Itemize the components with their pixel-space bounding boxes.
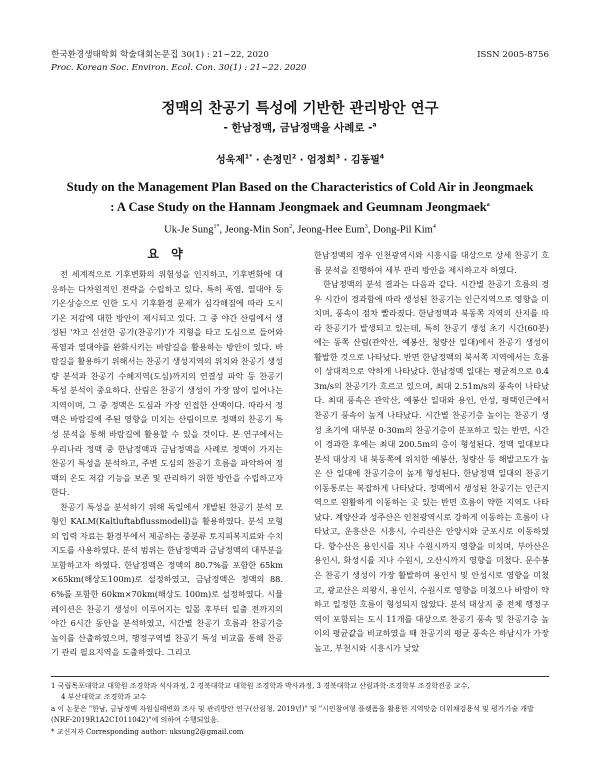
footnotes [51, 681, 549, 738]
abstract-left-column [51, 267, 283, 660]
abstract-right-column [314, 248, 549, 655]
title-english: Study on the Management Plan Based on the Characteristics of Cold Air in Jeongmaek : A Case Study on the Hannam Jeongmaek and Geumnam Jeongmaek$^a$ [66, 180, 534, 215]
paragraph: 찬공기 특성을 분석하기 위해 독일에서 개발된 찬공기 분석 모형인 KALM(Kaltluftabflussmodell)을 활용하였다. 분석 모형의 입력 자료는 환경부에서 제공하는 중분류 토지피복지료와 수치지도를 사용하였다. 분석 범위는 한남정맥과 금남정맥의 대부분을 포함하고자 하였다. 한남정맥은 정맥의 80.7%를 포함한 65km×65km(해상도100m)로 설정하였고, 금남정맥은 정맥의 88.6%를 포함한 60km×70km(해상도 100m)로 설정하였다. 시뮬레이션은 찬공기 생성이 이루어지는 일몰 후부터 일출 전까지의 야간 6시간 동안을 분석하였고, 시간별 찬공기 흐름과 찬공기층 높이를 산출하였으며, 행정구역별 찬공기 특성 비교를 통해 찬공기 관리 필요지역을 도출하였다. 그리고 [51, 501, 283, 658]
paragraph: 한남정맥의 분석 결과는 다음과 같다. 시간별 찬공기 흐름의 경우 시간이 경과함에 따라 생성된 찬공기는 인근지역으로 영향을 미치며, 풍속이 점차 빨라졌다. 한남정맥과 북동쪽 지역의 산지를 따라 찬공기가 발생되고 있는데, 특히 찬공기 생성 초기 시간(60분)에는 동쪽 산림(관악산, 예봉산, 청량산 일대)에서 찬공기 생성이 활발한 것으로 나타났다. 반면 한남정맥의 북서쪽 지역에서는 흐름이 상대적으로 약하게 나타났다. 한남정맥 일대는 평균적으로 0.43m/s의 찬공기가 흐르고 있으며, 최대 2.51m/s의 풍속이 나타났다. 최대 풍속은 관악산, 예봉산 일대와 용인, 안성, 평택인근에서 찬공기 풍속이 높게 나타났다. 시간별 찬공기층 높이는 찬공기 생성 초기에 대부분 0-30m의 찬공기층이 분포하고 있는 반면, 시간이 경과한 후에는 최대 200.5m의 층이 형성된다. 정맥 일대보다 분석 대상지 내 북동쪽에 위치한 예봉산, 청량산 등 해발고도가 높은 산 일대에 찬공기층이 높게 형성된다. 한남정맥 일대의 찬공기 이동통로는 복잡하게 나타났다. 정맥에서 생성된 찬공기는 인근지역으로 원활하게 이동하는 곳 있는 반면 흐름이 약한 지역도 나타났다. 계양산과 성주산은 인천광역시로 강하게 이동하는 흐름이 나타났고, 운흥산은 시흥시, 수리산은 안양시와 군포시로 이동하였다. 향수산은 용인시를 지나 수원시까지 영향을 미치며, 부아산은 용인시, 화성시를 지나 수원시, 오산시까지 영향을 미쳤다. 문수봉은 찬공기 생성이 가장 활발하며 용인시 및 안성시로 영향을 미쳤고, 광교산은 의왕시, 용인시, 수원시로 영향을 미쳤으나 바람이 약하고 일정한 흐름이 형성되지 않았다. 분석 대상지 중 전체 행정구역이 포함되는 도시 11개를 대상으로 찬공기 풍속 및 찬공기층 높이의 평균값을 비교하였을 때 찬공기의 평균 풍속은 하남시가 가장 높고, 부천시와 시흥시가 낮았 [314, 279, 549, 653]
running-header [51, 49, 549, 75]
subtitle-korean: - 한남정맥, 금남정맥을 사례로 -$^a$ [223, 121, 377, 134]
journal-en: Proc. Korean Soc. Environ. Ecol. Con. 30(1) : 21~22. 2020 [51, 63, 307, 73]
journal-ko: 한국환경생태학회 학술대회논문집 30(1) : 21~22, 2020 [51, 50, 269, 60]
authors-korean: 성욱제$^{1*}$ · 손정민$^2$ · 엄정희$^3$ · 김동필$^4$ [215, 153, 385, 166]
paragraph: 전 세계적으로 기후변화의 위험성을 인지하고, 기후변화에 대응하는 다차원적인 전략을 수립하고 있다. 특히 폭염, 열대야 등 기온상승으로 인한 도시 기후환경 문제가 심각해짐에 따라 도시 기온 저감에 대한 방안이 제시되고 있다. 그 중 야간 산림에서 생성된 '차고 신선한 공기(찬공기)'가 지형을 타고 도심으로 들어와 폭염과 열대야를 완화시키는 바람길을 활용하는 방안이 있다. 바람길을 활용하기 위해서는 찬공기 생성지역의 위치와 찬공기 생성량 분석과 찬공기 수혜지역(도심)까지의 연결성 파악 등 찬공기 특성 분석이 중요하다. 산림은 찬공기 생성이 가장 많이 일어나는 지역이며, 그 중 정맥은 도심과 가장 인접한 산맥이다. 따라서 정맥은 바람길에 주된 영향을 미치는 산림이므로 정맥의 찬공기 특성 분석을 통해 바람길에 활용할 수 있을 것이다. 본 연구에서는 우리나라 정맥 중 한남정맥과 금남정맥을 사례로 정맥이 가지는 찬공기 특성을 분석하고, 주변 도심의 찬공기 흐름을 파악하여 정맥의 온도 저감 기능을 보존 및 관리하기 위한 방안을 수립하고자 한다. [51, 269, 283, 498]
footnote: a 이 논문은 "한남, 금남정맥 자원실태변화 조사 및 관리방안 연구(산림청, 2019년)" 및 "시민참여형 플랫폼을 활용한 지역맞춤 더위채검용석 및 평가기술 개발(NRF-2019R1A2C1011042)"에 의하여 수행되었음. [51, 704, 534, 725]
footnote: 4 부산대학교 조경학과 교수 [61, 693, 147, 702]
corresponding-author: * 교신저자 Corresponding author: uksung2@gmail.com [51, 727, 244, 736]
footnote-rule [51, 676, 549, 677]
footnote: 1 국립목포대학교 대학원 조경학과 석사과정, 2 경북대학교 대학원 조경학과 박사과정, 3 경북대학교 산림과학·조경학부 조경학전공 교수, [51, 682, 470, 690]
paragraph: 한남정맥의 경우 인천광역시와 시흥시를 대상으로 상세 찬공기 흐름 분석을 진행하여 세부 관리 방안을 제시하고자 하였다. [314, 250, 549, 275]
authors-english: Uk-Je Sung$^{1*}$, Jeong-Min Son$^2$, Jeong-Hee Eum$^3$, Dong-Pil Kim$^4$ [164, 224, 436, 236]
abstract-heading: 요 약 [147, 247, 187, 261]
title-korean: 정맥의 찬공기 특성에 기반한 관리방안 연구 [161, 101, 439, 117]
issn: ISSN 2005-8756 [477, 50, 549, 60]
